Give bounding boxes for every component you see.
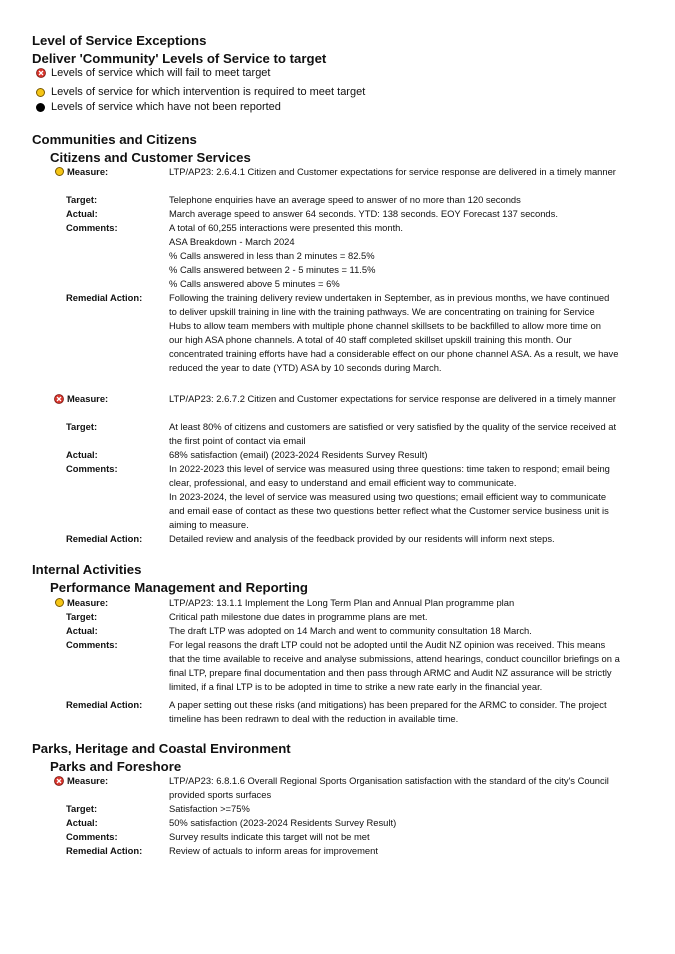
- actual-label: Actual:: [66, 208, 98, 219]
- legend-item-not-reported: [34, 101, 281, 113]
- remedial-label: Remedial Action:: [66, 845, 143, 856]
- group-heading: Parks, Heritage and Coastal Environment: [32, 741, 291, 756]
- group-heading: Communities and Citizens: [32, 132, 197, 147]
- legend-label: Levels of service which will fail to meet target: [51, 67, 271, 79]
- comments-value: A total of 60,255 interactions were presented this month. ASA Breakdown - March 2024 % Calls answered in less than 2 minutes = 82.5% % Calls answered between 2 - 5 minutes = 11.5% % Calls answered above 5 minutes = 6%: [169, 222, 403, 289]
- legend-item-fail: [34, 67, 270, 79]
- group-heading: Internal Activities: [32, 562, 142, 577]
- yellow-circle-icon: [53, 167, 65, 176]
- yellow-circle-icon: [34, 88, 47, 97]
- actual-value: The draft LTP was adopted on 14 March and went to community consultation 18 March.: [169, 625, 532, 636]
- page-title: Level of Service Exceptions: [32, 33, 207, 48]
- target-value: Critical path milestone due dates in programme plans are met.: [169, 611, 428, 622]
- measure-label: Measure:: [53, 166, 108, 177]
- measure-value: LTP/AP23: 6.8.1.6 Overall Regional Sports Organisation satisfaction with the standard of the city's Council provided sports surfaces: [169, 775, 609, 800]
- measure-label: Measure:: [53, 597, 108, 608]
- target-label: Target:: [66, 611, 98, 622]
- legend-item-intervention: [34, 86, 365, 98]
- subgroup-heading: Performance Management and Reporting: [50, 580, 308, 595]
- legend-label: Levels of service for which intervention is required to meet target: [51, 86, 366, 98]
- remedial-value: A paper setting out these risks (and mitigations) has been prepared for the ARMC to consider. The project timeline has been redrawn to deal with the reduction in available time.: [169, 699, 607, 724]
- target-value: Satisfaction >=75%: [169, 803, 250, 814]
- red-cross-icon: [53, 776, 65, 786]
- page-subtitle: Deliver 'Community' Levels of Service to target: [32, 51, 327, 66]
- remedial-value: Following the training delivery review undertaken in September, as in previous months, we have continued to deliver upskill training in line with the training pathways. We are concentrating on training for Service Hubs to allow team members with multiple phone channel skillsets to be backfilled to allow more time on our high ASA phone channels. A total of 40 staff completed skillset upskill training this month. Our concentrated training efforts have had a considerable effect on our phone channel ASA. As a result, we have reduced the year to date (YTD) ASA by 10 seconds during March.: [169, 292, 619, 373]
- yellow-circle-icon: [53, 598, 65, 607]
- remedial-value: Detailed review and analysis of the feedback provided by our residents will inform next steps.: [169, 533, 555, 544]
- subgroup-heading: Parks and Foreshore: [50, 759, 182, 774]
- legend-label: Levels of service which have not been reported: [51, 101, 281, 113]
- comments-label: Comments:: [66, 639, 118, 650]
- remedial-value: Review of actuals to inform areas for improvement: [169, 845, 378, 856]
- red-cross-icon: [34, 68, 47, 78]
- subgroup-heading: Citizens and Customer Services: [50, 150, 251, 165]
- measure-value: LTP/AP23: 2.6.4.1 Citizen and Customer expectations for service response are delivered in a timely manner: [169, 166, 616, 177]
- target-value: At least 80% of citizens and customers are satisfied or very satisfied by the quality of the service received at the first point of contact via email: [169, 421, 617, 446]
- target-label: Target:: [66, 194, 98, 205]
- actual-label: Actual:: [66, 449, 98, 460]
- comments-label: Comments:: [66, 222, 118, 233]
- actual-label: Actual:: [66, 625, 98, 636]
- measure-label: Measure:: [53, 393, 108, 404]
- measure-value: LTP/AP23: 13.1.1 Implement the Long Term Plan and Annual Plan programme plan: [169, 597, 515, 608]
- actual-value: March average speed to answer 64 seconds. YTD: 138 seconds. EOY Forecast 137 seconds.: [169, 208, 558, 219]
- actual-label: Actual:: [66, 817, 98, 828]
- red-cross-icon: [53, 394, 65, 404]
- target-value: Telephone enquiries have an average speed to answer of no more than 120 seconds: [169, 194, 521, 205]
- target-label: Target:: [66, 421, 98, 432]
- remedial-label: Remedial Action:: [66, 699, 143, 710]
- comments-label: Comments:: [66, 463, 118, 474]
- remedial-label: Remedial Action:: [66, 533, 143, 544]
- actual-value: 50% satisfaction (2023-2024 Residents Survey Result): [169, 817, 397, 828]
- measure-value: LTP/AP23: 2.6.7.2 Citizen and Customer expectations for service response are delivered in a timely manner: [169, 393, 616, 404]
- target-label: Target:: [66, 803, 98, 814]
- comments-value: Survey results indicate this target will not be met: [169, 831, 370, 842]
- black-circle-icon: [34, 103, 47, 112]
- measure-label: Measure:: [53, 775, 108, 786]
- comments-value: In 2022-2023 this level of service was measured using three questions: time taken to respond; email being clear, professional, and easy to understand and email efficient way to communicate. In 2023-2024, the level of service was measured using two questions; email efficient way to communicate and email ease of contact as these two questions better reflect what the Customer service business unit is aiming to measure.: [169, 463, 610, 530]
- remedial-label: Remedial Action:: [66, 292, 143, 303]
- actual-value: 68% satisfaction (email) (2023-2024 Residents Survey Result): [169, 449, 428, 460]
- comments-label: Comments:: [66, 831, 118, 842]
- comments-value: For legal reasons the draft LTP could not be adopted until the Audit NZ opinion was received. This means that the time available to receive and analyse submissions, attend hearings, conduct councillor briefings on a final LTP, prepare final documentation and then pass through ARMC and Audit NZ assurance will be strictly limited, if a final LTP is to be adopted in time to strike a new rate early in the financial year.: [169, 639, 620, 692]
